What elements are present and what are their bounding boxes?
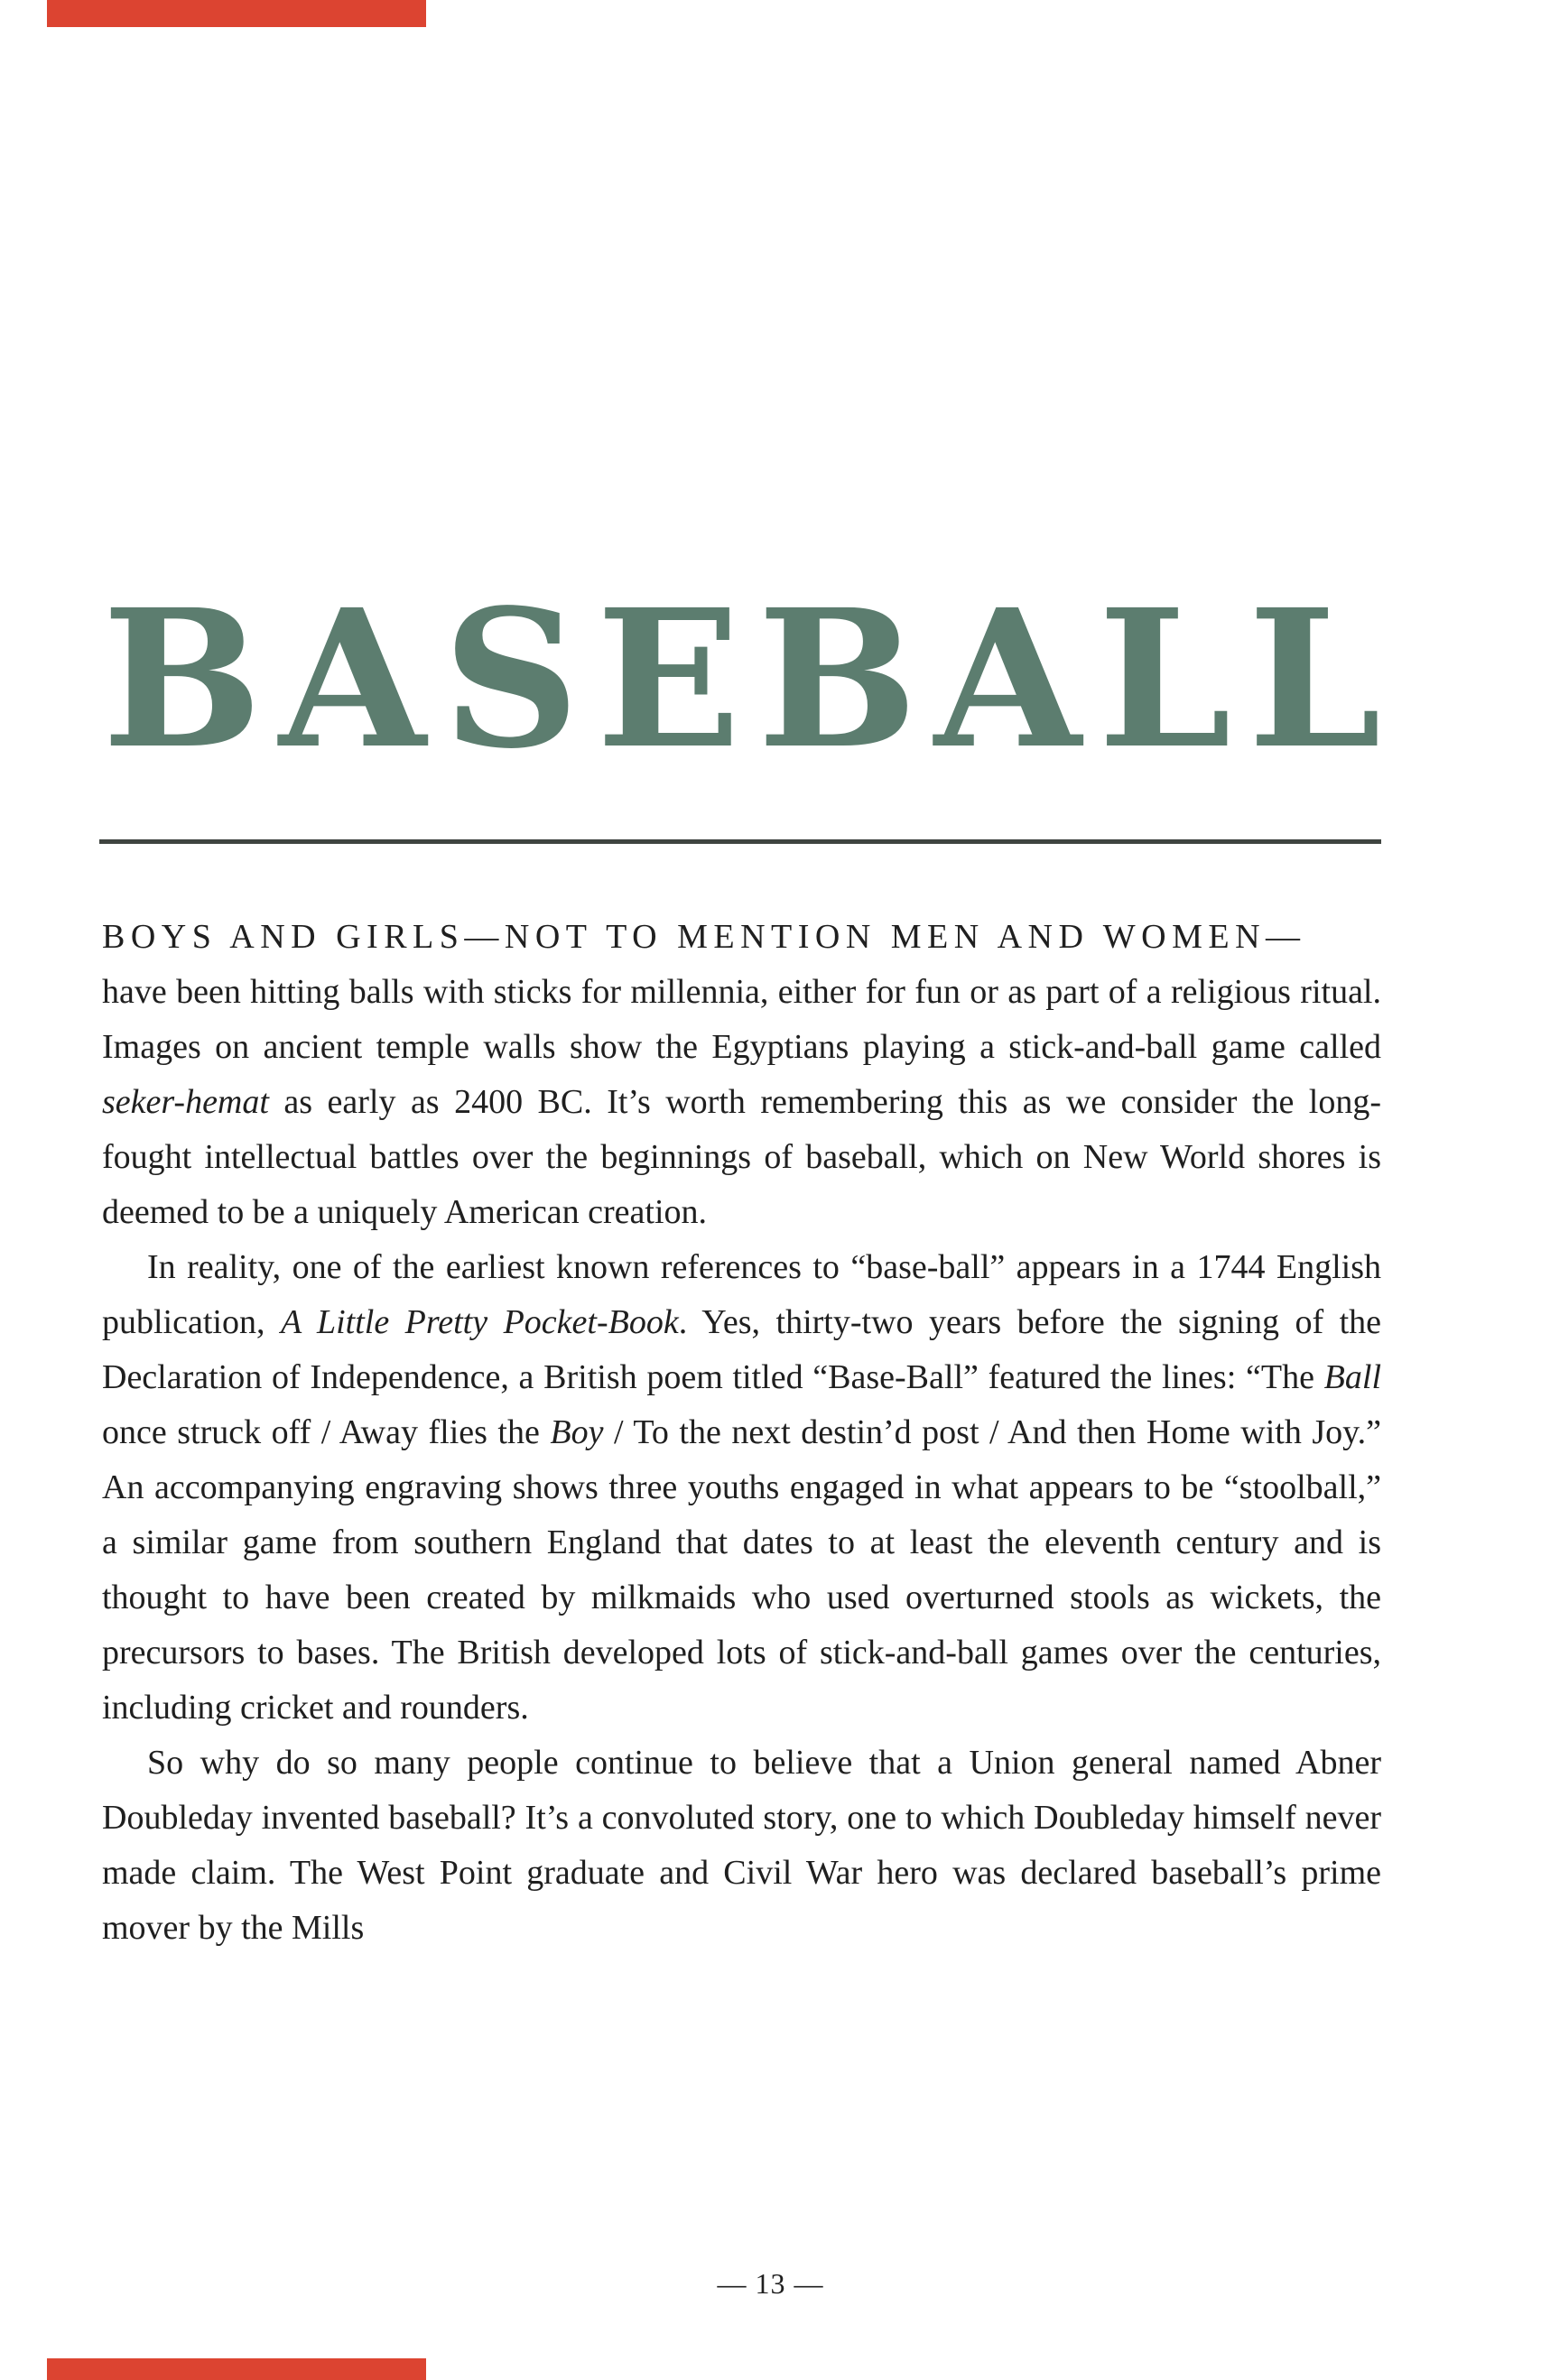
bottom-edge-red-strip <box>47 2358 426 2380</box>
text-run: In reality, one of the earliest known references to “base-ball” appears in a 1744 English publication, <box>102 1248 1381 1341</box>
text-run: Ball <box>1323 1358 1381 1396</box>
paragraph <box>102 1736 1381 1956</box>
body-text <box>102 910 1381 1956</box>
paragraph <box>102 1240 1381 1736</box>
page-number: — 13 — <box>717 2267 824 2300</box>
title-letter: B <box>757 568 918 791</box>
text-run: once struck off / Away flies the <box>102 1413 551 1451</box>
title-divider-rule <box>99 839 1381 844</box>
title-letter: E <box>596 568 741 791</box>
title-letter: S <box>442 568 580 791</box>
text-run: . Yes, thirty-two years before the signing of the Declaration of Independence, a British poem titled “Base-Ball” featured the lines: “The <box>102 1303 1381 1396</box>
paragraph <box>102 910 1381 1240</box>
title-letter: L <box>1248 568 1381 791</box>
top-edge-red-strip <box>47 0 426 27</box>
text-run: A Little Pretty Pocket-Book <box>280 1303 679 1341</box>
text-run: So why do so many people continue to believe that a Union general named Abner Doubleday invented baseball? It’s a convoluted story, one to which Doubleday himself never made claim. The West Point graduate and Civil War hero was declared baseball’s prime mover by the Mills <box>102 1744 1381 1947</box>
text-run: / To the next destin’d post / And then Home with Joy.” An accompanying engraving shows three youths engaged in what appears to be “stoolball,” a similar game from southern England that dates to at least the eleventh century and is thought to have been created by milkmaids who used overturned stools as wickets, the precursors to bases. The British developed lots of stick-and-ball games over the centuries, including cricket and rounders. <box>102 1413 1382 1727</box>
title-letter: A <box>933 568 1081 791</box>
lead-caps-run: BOYS AND GIRLS—NOT TO MENTION MEN AND WOMEN— <box>102 918 1306 956</box>
text-run: Boy <box>550 1413 604 1451</box>
text-run: as early as 2400 BC. It’s worth remembering this as we consider the long-fought intellectual battles over the beginnings of baseball, which on New World shores is deemed to be a uniquely American creation. <box>102 1083 1381 1231</box>
title-letter: B <box>102 568 263 791</box>
title-letter: A <box>278 568 426 791</box>
text-run: have been hitting balls with sticks for millennia, either for fun or as part of a religious ritual. Images on ancient temple walls show the Egyptians playing a stick-and-ball game called <box>102 973 1381 1066</box>
title-letter: L <box>1098 568 1231 791</box>
page-title <box>102 568 1381 791</box>
text-run: seker-hemat <box>102 1083 269 1121</box>
